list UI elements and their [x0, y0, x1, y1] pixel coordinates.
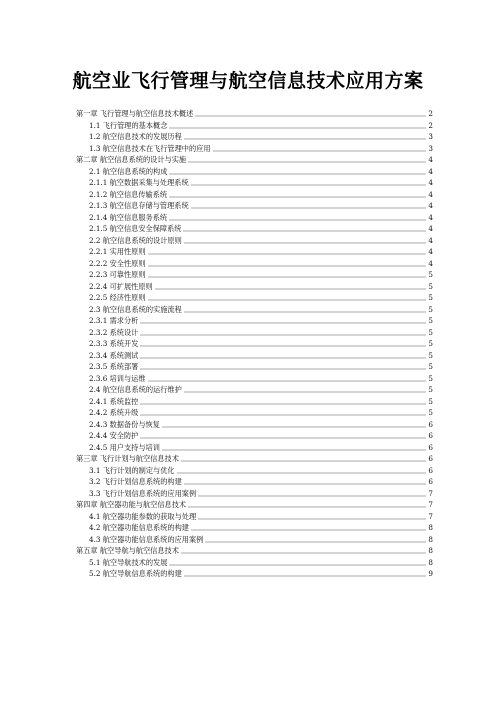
toc-entry[interactable]: [89, 177, 433, 187]
toc-entry-label: 3.3 飞行计划信息系统的应用案例: [89, 488, 197, 498]
toc-dot-leader: [213, 146, 426, 152]
toc-dot-leader: [184, 134, 426, 140]
toc-entry[interactable]: [89, 522, 433, 532]
toc-dot-leader: [195, 111, 426, 117]
toc-dot-leader: [169, 560, 426, 566]
toc-entry[interactable]: [89, 269, 433, 279]
toc-entry-label: 第二章 航空信息系统的设计与实施: [76, 155, 187, 164]
toc-entry-label: 2.1.3 航空信息存储与管理系统: [89, 201, 189, 210]
toc-entry-label: 4.3 航空器功能信息系统的应用案例: [89, 534, 204, 544]
toc-page-number: 6: [428, 442, 433, 452]
toc-page-number: 9: [428, 569, 433, 578]
toc-dot-leader: [140, 433, 426, 439]
toc-entry-label: 2.4.2 系统升级: [89, 408, 139, 417]
toc-entry[interactable]: [89, 223, 433, 233]
toc-page-number: 8: [428, 546, 433, 555]
toc-dot-leader: [184, 307, 426, 313]
toc-dot-leader: [169, 169, 426, 175]
toc-page-number: 6: [428, 454, 433, 463]
toc-page-number: 6: [428, 431, 433, 440]
toc-entry-label: 2.3.1 需求分析: [89, 316, 139, 325]
toc-entry-label: 5.1 航空导航技术的发展: [89, 557, 168, 567]
toc-entry-label: 2.4 航空信息系统的运行维护: [89, 385, 182, 394]
toc-page-number: 5: [428, 339, 433, 348]
toc-entry-label: 4.2 航空器功能信息系统的构建: [89, 523, 189, 532]
toc-entry[interactable]: [89, 350, 433, 360]
toc-entry-label: 2.2 航空信息系统的设计原则: [89, 235, 182, 245]
toc-entry-label: 2.4.4 安全防护: [89, 431, 139, 440]
toc-entry[interactable]: [89, 568, 433, 578]
toc-page-number: 3: [428, 143, 433, 153]
toc-entry-label: 2.2.3 可靠性原则: [89, 270, 146, 279]
toc-page-number: 2: [428, 109, 433, 118]
toc-entry-label: 第四章 航空器功能与航空信息技术: [76, 500, 187, 509]
toc-dot-leader: [184, 479, 426, 485]
toc-dot-leader: [181, 456, 426, 462]
toc-dot-leader: [148, 249, 426, 255]
toc-dot-leader: [140, 364, 426, 370]
toc-entry[interactable]: [89, 143, 433, 153]
toc-page-number: 8: [428, 523, 433, 532]
toc-page-number: 4: [428, 247, 433, 256]
toc-entry-label: 第一章 飞行管理与航空信息技术概述: [76, 109, 194, 118]
toc-dot-leader: [188, 502, 426, 508]
toc-entry[interactable]: [89, 338, 433, 348]
toc-entry[interactable]: [89, 511, 433, 521]
toc-entry[interactable]: [89, 258, 433, 268]
toc-dot-leader: [191, 203, 426, 209]
toc-entry-label: 1.2 航空信息技术的发展历程: [89, 132, 182, 141]
toc-dot-leader: [155, 284, 426, 290]
toc-entry[interactable]: [76, 545, 433, 555]
toc-entry-label: 2.2.2 安全性原则: [89, 258, 146, 268]
toc-dot-leader: [140, 330, 426, 336]
toc-entry-label: 2.3.4 系统测试: [89, 350, 139, 360]
toc-entry[interactable]: [76, 499, 433, 509]
toc-dot-leader: [140, 318, 426, 324]
toc-entry[interactable]: [89, 465, 433, 475]
toc-page-number: 6: [428, 477, 433, 486]
toc-entry-label: 2.3.3 系统开发: [89, 339, 139, 348]
toc-entry[interactable]: [89, 281, 433, 291]
toc-dot-leader: [140, 410, 426, 416]
toc-page-number: 4: [428, 235, 433, 245]
toc-entry[interactable]: [89, 292, 433, 302]
toc-page-number: 4: [428, 258, 433, 268]
toc-entry[interactable]: [89, 557, 433, 567]
toc-entry[interactable]: [89, 131, 433, 141]
toc-page-number: 7: [428, 500, 433, 509]
toc-entry[interactable]: [89, 384, 433, 394]
toc-entry-label: 第三章 飞行计划与航空信息技术: [76, 454, 179, 463]
toc-dot-leader: [184, 571, 426, 577]
toc-dot-leader: [162, 422, 426, 428]
document-title: 航空业飞行管理与航空信息技术应用方案: [72, 70, 424, 92]
toc-page-number: 2: [428, 120, 433, 130]
toc-entry-label: 3.2 飞行计划信息系统的构建: [89, 477, 182, 486]
toc-entry[interactable]: [89, 534, 433, 544]
toc-entry[interactable]: [89, 488, 433, 498]
toc-page-number: 3: [428, 132, 433, 141]
toc-entry-label: 5.2 航空导航信息系统的构建: [89, 569, 182, 578]
toc-dot-leader: [169, 192, 426, 198]
toc-entry[interactable]: [89, 396, 433, 406]
toc-page-number: 5: [428, 362, 433, 371]
toc-entry-label: 2.2.4 可扩展性原则: [89, 281, 153, 291]
toc-dot-leader: [169, 215, 426, 221]
toc-page-number: 4: [428, 189, 433, 199]
toc-entry[interactable]: [89, 246, 433, 256]
toc-dot-leader: [140, 341, 426, 347]
toc-entry[interactable]: [89, 120, 433, 130]
toc-entry-label: 2.2.1 实用性原则: [89, 247, 146, 256]
toc-dot-leader: [162, 445, 426, 451]
toc-entry-label: 2.3 航空信息系统的实施流程: [89, 304, 182, 314]
toc-dot-leader: [169, 123, 426, 129]
toc-entry[interactable]: [89, 419, 433, 429]
toc-entry-label: 2.1 航空信息系统的构成: [89, 166, 168, 176]
toc-page-number: 5: [428, 304, 433, 314]
toc-page-number: 5: [428, 270, 433, 279]
toc-dot-leader: [177, 468, 426, 474]
toc-dot-leader: [184, 387, 426, 393]
toc-entry[interactable]: [89, 476, 433, 486]
toc-entry-label: 2.3.5 系统部署: [89, 362, 139, 371]
toc-page-number: 5: [428, 385, 433, 394]
toc-entry-label: 1.1 飞行管理的基本概念: [89, 120, 168, 130]
toc-dot-leader: [148, 295, 426, 301]
toc-entry[interactable]: [89, 200, 433, 210]
toc-dot-leader: [148, 261, 426, 267]
toc-page-number: 5: [428, 316, 433, 325]
toc-entry-label: 2.1.2 航空信息传输系统: [89, 189, 168, 199]
toc-entry-label: 2.4.3 数据备份与恢复: [89, 419, 160, 429]
toc-entry-label: 4.1 航空器功能参数的获取与处理: [89, 511, 197, 521]
toc-entry-label: 2.2.5 经济性原则: [89, 293, 146, 302]
toc-page-number: 8: [428, 534, 433, 544]
toc-entry-label: 2.1.5 航空信息安全保障系统: [89, 224, 182, 233]
toc-page-number: 5: [428, 281, 433, 291]
toc-page-number: 7: [428, 511, 433, 521]
toc-entry[interactable]: [89, 442, 433, 452]
toc-entry[interactable]: [89, 373, 433, 383]
toc-entry-label: 2.4.5 用户支持与培训: [89, 442, 160, 452]
toc-entry-label: 2.3.6 培训与运维: [89, 373, 146, 383]
toc-entry-label: 3.1 飞行计划的制定与优化: [89, 465, 175, 475]
toc-dot-leader: [198, 514, 426, 520]
toc-page-number: 4: [428, 155, 433, 164]
toc-dot-leader: [191, 180, 426, 186]
toc-entry[interactable]: [89, 212, 433, 222]
toc-dot-leader: [184, 238, 426, 244]
toc-entry[interactable]: [89, 304, 433, 314]
toc-dot-leader: [205, 537, 426, 543]
toc-page-number: 4: [428, 201, 433, 210]
toc-dot-leader: [191, 525, 426, 531]
toc-entry[interactable]: [76, 154, 433, 164]
toc-entry[interactable]: [89, 430, 433, 440]
toc-entry-label: 2.3.2 系统设计: [89, 327, 139, 337]
toc-entry-label: 2.1.4 航空信息服务系统: [89, 212, 168, 222]
toc-dot-leader: [183, 226, 426, 232]
toc-dot-leader: [140, 399, 426, 405]
toc-page-number: 6: [428, 419, 433, 429]
toc-page-number: 5: [428, 327, 433, 337]
toc-entry[interactable]: [76, 453, 433, 463]
toc-entry[interactable]: [89, 361, 433, 371]
toc-page-number: 4: [428, 224, 433, 233]
toc-dot-leader: [188, 157, 426, 163]
toc-entry[interactable]: [76, 108, 433, 118]
toc-page-number: 5: [428, 396, 433, 406]
toc-entry-label: 第五章 航空导航与航空信息技术: [76, 546, 179, 555]
toc-page-number: 7: [428, 488, 433, 498]
toc-page-number: 5: [428, 408, 433, 417]
toc-page-number: 4: [428, 178, 433, 187]
toc-entry[interactable]: [89, 189, 433, 199]
toc-entry[interactable]: [89, 407, 433, 417]
toc-entry-label: 1.3 航空信息技术在飞行管理中的应用: [89, 143, 211, 153]
toc-dot-leader: [181, 548, 426, 554]
toc-entry[interactable]: [89, 327, 433, 337]
toc-dot-leader: [148, 376, 426, 382]
toc-page-number: 5: [428, 350, 433, 360]
toc-page-number: 6: [428, 465, 433, 475]
toc-entry[interactable]: [89, 166, 433, 176]
toc-entry-label: 2.4.1 系统监控: [89, 396, 139, 406]
toc-dot-leader: [198, 491, 426, 497]
toc-page-number: 4: [428, 212, 433, 222]
toc-entry[interactable]: [89, 315, 433, 325]
toc-page-number: 5: [428, 293, 433, 302]
toc-dot-leader: [140, 353, 426, 359]
toc-dot-leader: [148, 272, 426, 278]
toc-page-number: 8: [428, 557, 433, 567]
toc-entry[interactable]: [89, 235, 433, 245]
toc-entry-label: 2.1.1 航空数据采集与处理系统: [89, 178, 189, 187]
toc-page-number: 4: [428, 166, 433, 176]
toc-page-number: 5: [428, 373, 433, 383]
